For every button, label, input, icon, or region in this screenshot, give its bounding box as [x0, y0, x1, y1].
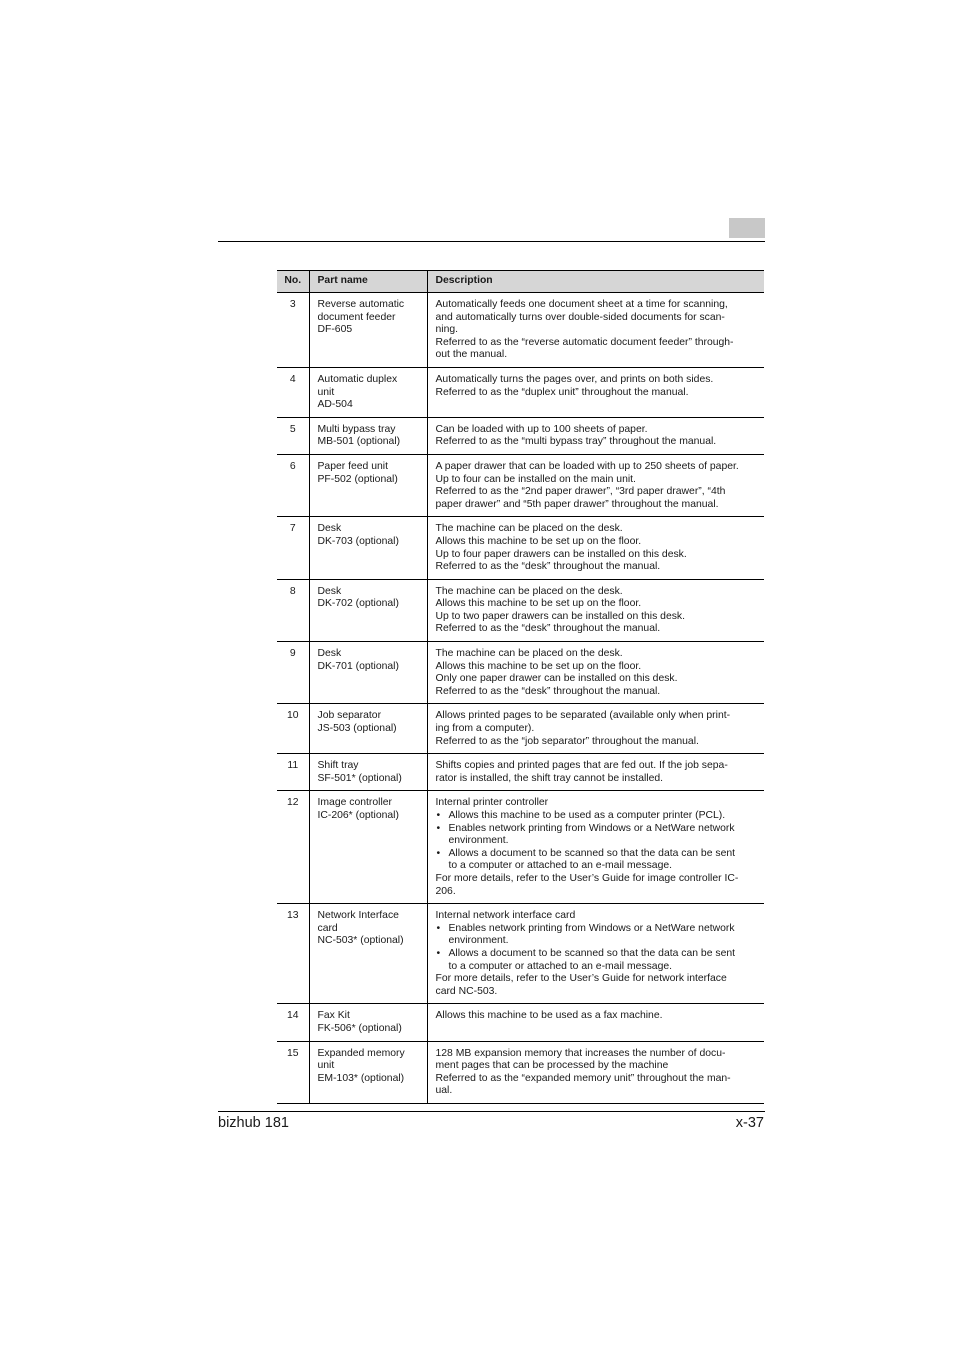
- description-line: card NC-503.: [435, 985, 498, 997]
- table-header-row: [277, 271, 764, 293]
- part-name-line: SF-501* (optional): [317, 772, 402, 784]
- description-line: A paper drawer that can be loaded with up to 250 sheets of paper.: [435, 460, 739, 472]
- part-number: 12: [277, 791, 309, 904]
- part-name-cell: [309, 293, 427, 368]
- description-line: Referred to as the “job separator” throughout the manual.: [435, 735, 699, 747]
- description-line: The machine can be placed on the desk.: [435, 585, 623, 597]
- description-line: Internal printer controller: [435, 797, 549, 809]
- part-name-cell: [309, 791, 427, 904]
- description-line: to a computer or attached to an e-mail message.: [448, 960, 673, 972]
- part-number: 11: [277, 754, 309, 791]
- description-cell: [427, 1004, 764, 1041]
- part-name-line: DK-701 (optional): [317, 660, 399, 672]
- description-bullet-item: • Allows a document to be scanned so that the data can be sent: [436, 948, 762, 961]
- part-name-cell: [309, 454, 427, 516]
- description-line: environment.: [448, 835, 509, 847]
- description-line: Allows printed pages to be separated (available only when print-: [435, 710, 731, 722]
- footer-page-number: x-37: [735, 1115, 764, 1131]
- table-row: [277, 1041, 764, 1103]
- description-line: 206.: [435, 885, 456, 897]
- part-name-cell: [309, 417, 427, 454]
- part-name-cell: [309, 1041, 427, 1103]
- part-number: 10: [277, 704, 309, 754]
- description-cell: [427, 454, 764, 516]
- description-line: The machine can be placed on the desk.: [435, 648, 623, 660]
- part-name-line: Image controller: [317, 797, 393, 809]
- description-line: The machine can be placed on the desk.: [435, 523, 623, 535]
- description-line: Can be loaded with up to 100 sheets of paper.: [435, 423, 648, 435]
- description-cell: [427, 1041, 764, 1103]
- part-number: 13: [277, 904, 309, 1004]
- description-line: rator is installed, the shift tray cannot be installed.: [435, 772, 664, 784]
- part-number: 15: [277, 1041, 309, 1103]
- part-name-line: DK-702 (optional): [317, 598, 399, 610]
- description-cell: [427, 704, 764, 754]
- part-name-line: Network Interface: [317, 910, 399, 922]
- description-line: Only one paper drawer can be installed on this desk.: [435, 673, 678, 685]
- part-name-cell: [309, 642, 427, 704]
- part-name-line: DK-703 (optional): [317, 535, 399, 547]
- description-line: Referred to as the “expanded memory unit” throughout the man-: [435, 1072, 731, 1084]
- part-name-line: Expanded memory: [317, 1047, 405, 1059]
- description-cell: [427, 791, 764, 904]
- part-number: 4: [277, 367, 309, 417]
- description-cell: [427, 367, 764, 417]
- description-line: Up to four paper drawers can be installed on this desk.: [435, 548, 687, 560]
- part-name-line: Reverse automatic: [317, 299, 405, 310]
- table-row: [277, 904, 764, 1004]
- column-header-no: No.: [277, 271, 309, 293]
- part-number: 8: [277, 579, 309, 641]
- part-number: 5: [277, 417, 309, 454]
- description-bullet-item: • Allows a document to be scanned so that the data can be sent: [436, 848, 762, 861]
- description-line: Allows this machine to be set up on the floor.: [435, 598, 642, 610]
- part-name-line: FK-506* (optional): [317, 1022, 402, 1034]
- part-name-cell: [309, 904, 427, 1004]
- table-row: [277, 517, 764, 579]
- description-bullet-item: • Allows this machine to be used as a computer printer (PCL).: [436, 810, 762, 823]
- part-name-line: JS-503 (optional): [317, 723, 397, 735]
- description-line: Referred to as the “desk” throughout the manual.: [435, 623, 661, 635]
- part-name-line: Desk: [317, 585, 342, 597]
- chapter-tab: [729, 218, 765, 238]
- description-line: Referred to as the “desk” throughout the manual.: [435, 685, 661, 697]
- column-header-description: Description: [427, 271, 764, 293]
- description-line: ment pages that can be processed by the machine: [435, 1060, 669, 1072]
- description-line: and automatically turns over double-sided documents for scan-: [435, 311, 725, 323]
- part-name-cell: [309, 704, 427, 754]
- part-name-line: DF-605: [317, 324, 353, 336]
- part-name-cell: [309, 754, 427, 791]
- part-name-line: Desk: [317, 523, 342, 535]
- column-header-part-name: Part name: [309, 271, 427, 293]
- description-line: For more details, refer to the User’s Guide for image controller IC-: [435, 872, 739, 884]
- description-line: ning.: [435, 324, 459, 336]
- description-cell: [427, 293, 764, 368]
- description-line: environment.: [448, 935, 509, 947]
- parts-table: [277, 270, 764, 1104]
- part-name-line: Shift tray: [317, 760, 359, 772]
- part-name-cell: [309, 1004, 427, 1041]
- table-row: [277, 754, 764, 791]
- description-line: ing from a computer).: [435, 723, 535, 735]
- table-row: [277, 579, 764, 641]
- description-line: to a computer or attached to an e-mail message.: [448, 860, 673, 872]
- description-line: Automatically turns the pages over, and prints on both sides.: [435, 373, 714, 385]
- part-name-line: card: [317, 922, 338, 934]
- part-name-cell: [309, 579, 427, 641]
- part-name-line: unit: [317, 386, 335, 398]
- part-number: 7: [277, 517, 309, 579]
- part-name-line: document feeder: [317, 311, 396, 323]
- table-row: [277, 293, 764, 368]
- part-name-line: Automatic duplex: [317, 373, 398, 385]
- part-number: 9: [277, 642, 309, 704]
- description-cell: [427, 517, 764, 579]
- description-line: For more details, refer to the User’s Guide for network interface: [435, 973, 727, 985]
- part-number: 6: [277, 454, 309, 516]
- part-name-line: Fax Kit: [317, 1010, 350, 1022]
- description-cell: [427, 417, 764, 454]
- description-line: Referred to as the “reverse automatic document feeder” through-: [435, 336, 734, 348]
- description-bullet-item: • Enables network printing from Windows or a NetWare network: [436, 823, 762, 836]
- description-line: Referred to as the “desk” throughout the manual.: [435, 561, 661, 573]
- part-name-cell: [309, 367, 427, 417]
- part-name-line: Multi bypass tray: [317, 423, 396, 435]
- description-line: Allows this machine to be set up on the floor.: [435, 660, 642, 672]
- description-line: Allows this machine to be used as a fax machine.: [435, 1010, 663, 1022]
- part-number: 14: [277, 1004, 309, 1041]
- table-row: [277, 417, 764, 454]
- description-line: Referred to as the “2nd paper drawer”, “3rd paper drawer”, “4th: [435, 486, 726, 498]
- description-line: ual.: [435, 1085, 453, 1097]
- description-line: paper drawer” and “5th paper drawer” throughout the manual.: [435, 498, 719, 510]
- description-line: Referred to as the “duplex unit” throughout the manual.: [435, 386, 689, 398]
- description-cell: [427, 754, 764, 791]
- description-cell: [427, 904, 764, 1004]
- description-line: Referred to as the “multi bypass tray” throughout the manual.: [435, 436, 717, 448]
- description-line: 128 MB expansion memory that increases the number of docu-: [435, 1047, 726, 1059]
- table-row: [277, 642, 764, 704]
- part-name-line: IC-206* (optional): [317, 810, 399, 821]
- part-name-line: Job separator: [317, 710, 382, 722]
- description-cell: [427, 579, 764, 641]
- header-rule: [218, 241, 765, 242]
- part-number: 3: [277, 293, 309, 368]
- description-line: Shifts copies and printed pages that are fed out. If the job sepa-: [435, 760, 728, 772]
- description-bullet-item: • Enables network printing from Windows or a NetWare network: [436, 923, 762, 936]
- part-name-cell: [309, 517, 427, 579]
- footer-rule: [218, 1111, 765, 1112]
- description-line: Up to two paper drawers can be installed on this desk.: [435, 610, 686, 622]
- part-name-line: Paper feed unit: [317, 460, 388, 472]
- part-name-line: unit: [317, 1060, 335, 1072]
- description-cell: [427, 642, 764, 704]
- description-line: out the manual.: [435, 349, 508, 361]
- footer-product-name: bizhub 181: [218, 1115, 289, 1131]
- part-name-line: AD-504: [317, 399, 353, 411]
- description-line: Allows this machine to be set up on the floor.: [435, 535, 642, 547]
- part-name-line: NC-503* (optional): [317, 935, 404, 947]
- table-row: [277, 367, 764, 417]
- table-row: [277, 791, 764, 904]
- table-row: [277, 1004, 764, 1041]
- part-name-line: PF-502 (optional): [317, 473, 398, 485]
- description-line: Automatically feeds one document sheet at a time for scanning,: [435, 299, 728, 310]
- table-row: [277, 704, 764, 754]
- description-line: Up to four can be installed on the main unit.: [435, 473, 636, 485]
- table-row: [277, 454, 764, 516]
- table-body: [277, 293, 764, 1104]
- part-name-line: EM-103* (optional): [317, 1072, 405, 1084]
- description-line: Internal network interface card: [435, 910, 576, 922]
- part-name-line: MB-501 (optional): [317, 436, 401, 448]
- part-name-line: Desk: [317, 648, 342, 660]
